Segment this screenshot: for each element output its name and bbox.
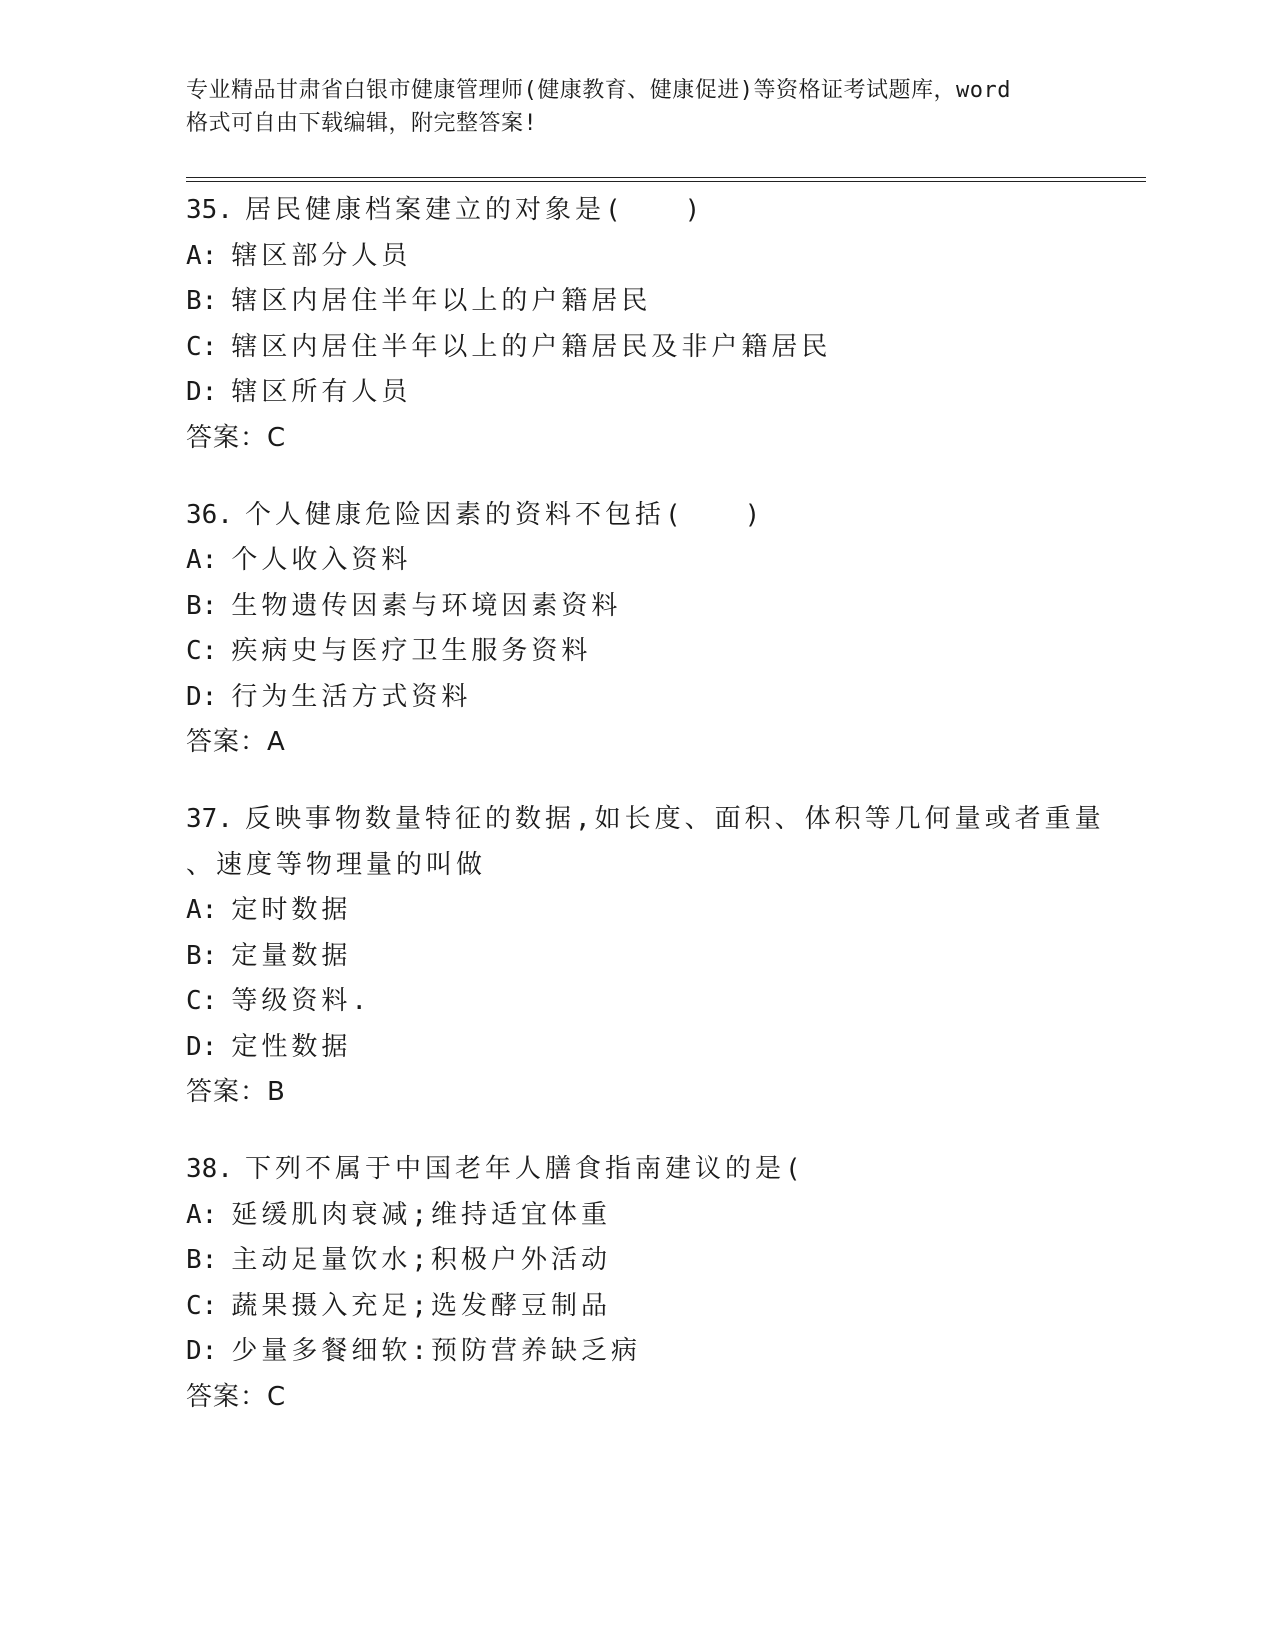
option-letter: D:: [186, 681, 218, 712]
option-text: 主动足量饮水;积极户外活动: [231, 1245, 611, 1275]
option-letter: C:: [186, 636, 218, 666]
option-b: [186, 934, 1146, 980]
option-c: [186, 1284, 1146, 1330]
option-d: [186, 370, 1146, 416]
question-stem-continued: 、速度等物理量的叫做: [186, 849, 487, 880]
option-text: 行为生活方式资料: [231, 681, 472, 712]
option-a: [186, 538, 1146, 584]
option-text: 延缓肌肉衰减;维持适宜体重: [231, 1199, 611, 1230]
option-text: 辖区内居住半年以上的户籍居民及非户籍居民: [231, 331, 832, 362]
option-text: 生物遗传因素与环境因素资料: [231, 590, 622, 621]
question-35: [186, 188, 1146, 461]
option-d: [186, 1025, 1146, 1071]
option-a: [186, 888, 1146, 934]
option-letter: C:: [186, 1290, 218, 1321]
option-b: [186, 584, 1146, 630]
option-letter: A:: [186, 240, 218, 271]
option-text: 辖区内居住半年以上的户籍居民: [231, 286, 652, 316]
question-text: 个人健康危险因素的资料不包括( ): [244, 499, 765, 530]
answer-line: 答案：C: [186, 1381, 287, 1412]
option-text: 等级资料.: [231, 986, 371, 1016]
option-letter: D:: [186, 1336, 218, 1366]
option-a: [186, 1193, 1146, 1239]
option-text: 疾病史与医疗卫生服务资料: [231, 636, 592, 666]
option-text: 个人收入资料: [231, 545, 412, 575]
question-text: 下列不属于中国老年人膳食指南建议的是(: [244, 1154, 805, 1184]
option-letter: B:: [186, 1245, 218, 1275]
option-letter: A:: [186, 545, 218, 575]
option-letter: C:: [186, 331, 218, 362]
option-text: 少量多餐细软:预防营养缺乏病: [231, 1336, 641, 1366]
question-stem: [186, 1147, 1146, 1193]
option-d: [186, 675, 1146, 721]
question-37: [186, 797, 1146, 1115]
question-number: 36.: [186, 499, 233, 530]
option-letter: B:: [186, 286, 218, 316]
question-list: [186, 188, 1146, 1452]
option-letter: A:: [186, 895, 218, 925]
answer-line: 答案：C: [186, 422, 287, 453]
header-line-1: 专业精品甘肃省白银市健康管理师(健康教育、健康促进)等资格证考试题库，word: [186, 78, 1011, 103]
answer-line: 答案：A: [186, 727, 286, 757]
question-number: 38.: [186, 1154, 233, 1184]
option-text: 辖区所有人员: [231, 377, 412, 407]
option-a: [186, 234, 1146, 280]
option-letter: A:: [186, 1199, 218, 1230]
question-stem: [186, 797, 1146, 843]
option-letter: D:: [186, 1031, 218, 1062]
option-c: [186, 979, 1146, 1025]
question-38: [186, 1147, 1146, 1420]
option-text: 定性数据: [231, 1031, 352, 1062]
question-36: [186, 493, 1146, 766]
question-number: 35.: [186, 195, 233, 225]
question-stem: [186, 493, 1146, 539]
option-c: [186, 629, 1146, 675]
option-letter: D:: [186, 377, 218, 407]
question-text: 居民健康档案建立的对象是( ): [244, 195, 705, 225]
question-number: 37.: [186, 804, 233, 834]
question-stem: [186, 188, 1146, 234]
option-text: 蔬果摄入充足;选发酵豆制品: [231, 1290, 611, 1321]
answer-line: 答案：B: [186, 1077, 286, 1107]
option-letter: B:: [186, 590, 218, 621]
option-letter: B:: [186, 940, 218, 971]
option-c: [186, 325, 1146, 371]
document-header: [186, 74, 1086, 140]
option-letter: C:: [186, 986, 218, 1016]
header-divider: [186, 177, 1146, 182]
header-line-2: 格式可自由下载编辑，附完整答案!: [186, 111, 538, 136]
option-b: [186, 279, 1146, 325]
option-text: 定时数据: [231, 895, 352, 925]
option-text: 定量数据: [231, 940, 352, 971]
option-text: 辖区部分人员: [231, 240, 412, 271]
question-text: 反映事物数量特征的数据,如长度、面积、体积等几何量或者重量: [244, 804, 1105, 834]
document-page: [186, 0, 1146, 1650]
option-b: [186, 1238, 1146, 1284]
option-d: [186, 1329, 1146, 1375]
